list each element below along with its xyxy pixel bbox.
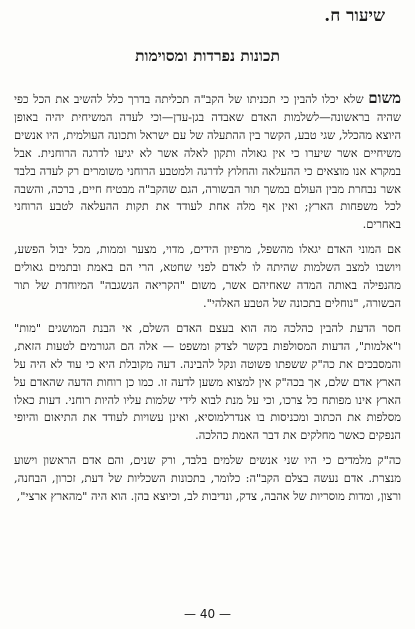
page-number: — 40 — [184,607,231,621]
paragraph-1-text: שלא יכלו להבין כי תכניתו של הקב"ה תכליתה בדרך כלל להשיב את הכל כפי שהיה בראשונה—לשלמות האדם שאבדה בגן-עדן—וכי לעדה המשיחית יהיה באופן היוצא מהכלל, שגי טבע, הקשר בין ההתעלה של עם ישראל ותכונה העולמית, היו אנשים משיחיים אשר שיערו כי אין גאולה ותקון לאלה אשר לא יגיעו לדרגה הרוחנית. אבל במקרא אנו מוצאים כי ההעלאה והחלוץ לדרגה ולמטבע הרוחני משומרים רק לעדה בלבד אשר נבחרת מבין העולם במשך תור הבשורה, הגם שהקב"ה מבטיח חיים, ברכה, והשבה לכל משפחות הארץ; ואין אף מלה אחת לעודד את תקות ההעלאה לטבע הרוחני באחרים. [14,92,401,232]
paragraph-1 [14,90,401,234]
lead-word: משום [368,89,401,107]
chapter-heading: שיעור ח. [324,6,385,26]
paragraph-3: חסר הדעת להבין כהלכה מה הוא בעצם האדם השלם, אי הבנת המושגים "מות" ו"אלמות", הדעות המסולפות בקשר לצדק ומשפט — אלה הם הגורמים לטעות הזאת, והמסבכים את כה"ק ששפתו פשוטה ונקל להבינה. דעה מקובלת היא כי עוד לא היה על הארץ אדם שלם, אך בכה"ק אין למצוא משען לדעה זו. כמו כן רוחות הדעה שהאדם על הארץ אינו מפותח כל צרכו, וכי על מנת לבוא לידי שלמות עליו להיות רוחני. דעות כאלו מסלפות את הכתוב ומכניסות בו אנדרלמוסיא, ואינן עשויות לעודד את התיאום והיופי הנפקים כאשר מחלקים את דבר האמת כהלכה. [14,320,401,443]
body-text [14,90,401,513]
paragraph-2: אם המוני האדם יגאלו מהשפל, מרפיון הידים, מדוי, מצער וממות, מכל יבול הפשע, ויושבו למצב השלמות שהיתה לו לאדם לפני שחטא, הרי הם באמת ובתמים גאולים מהנפילה באותה המדה שאחיהם אשר, משום "הקריאה הנשגבה" המיוחדת של תור הבשורה, "נוחלים בתכונה של הטבע האלהי". [14,242,401,310]
paragraph-4: כה"ק מלמדים כי היו שני אנשים שלמים בלבד, ורק שנים, והם אדם הראשון וישוע מנצרת. אדם נעשה בצלם הקב"ה: כלומר, בתכונות השכליות של דעת, זכרון, הבחנה, ורצון, ומדות מוסריות של אהבה, צדק, ונדיבות לב, וכיוצא בהן. הוא היה "מהארץ ארצי", [14,453,401,504]
section-title: תכונות נפרדות ומסוימות [135,46,280,65]
page [8,4,407,625]
